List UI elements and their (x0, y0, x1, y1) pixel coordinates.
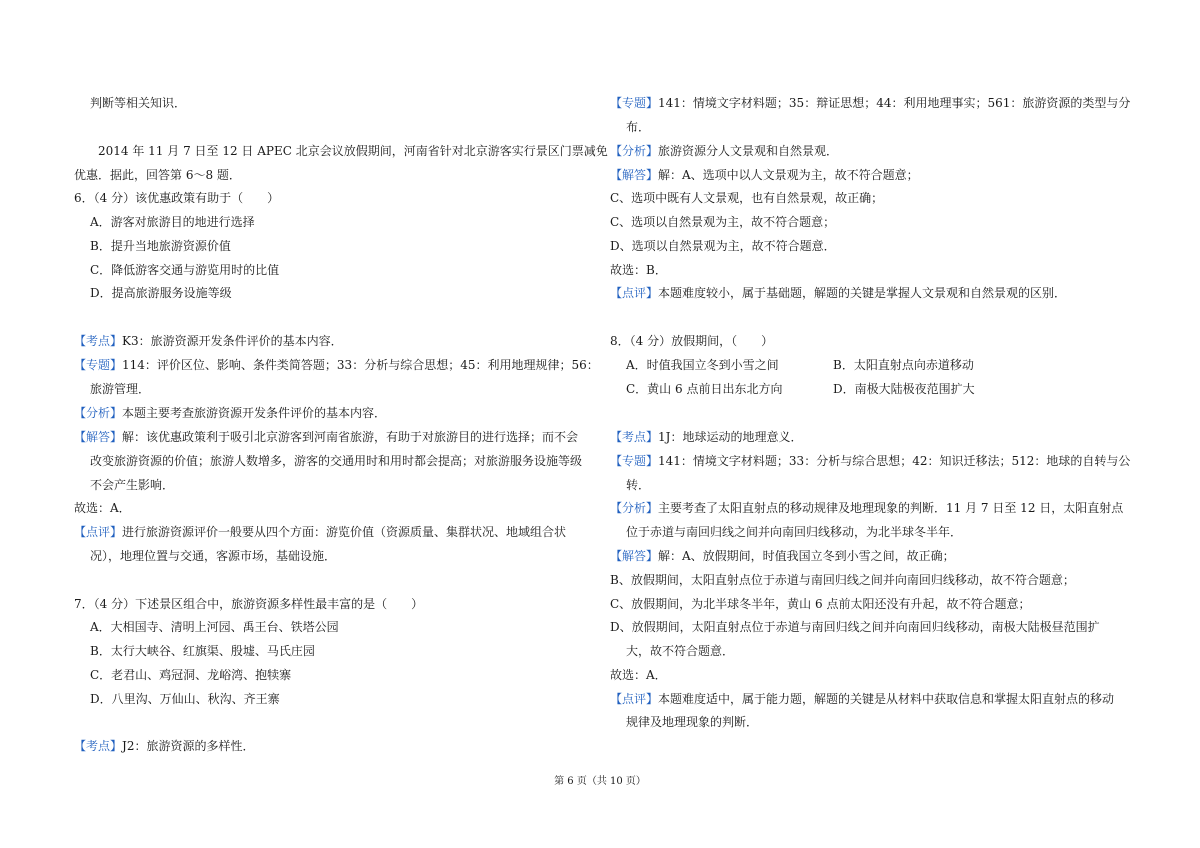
q6-dianping-cont: 况），地理位置与交通，客源市场，基础设施． (90, 549, 337, 563)
zhuanti-text: 114：评价区位、影响、条件类简答题；33：分析与综合思想；45：利用地理规律；56： (122, 358, 599, 372)
right-column (600, 0, 1200, 848)
q8-jieda-d: D、放假期间，太阳直射点位于赤道与南回归线之间并向南回归线移动，南极大陆极昼范围扩 (610, 620, 1100, 634)
q6-option-c: C．降低游客交通与游览用时的比值 (90, 263, 280, 277)
jieda-tag: 【解答】 (610, 549, 659, 563)
q8-option-d: D．南极大陆极夜范围扩大 (833, 382, 975, 396)
q8-option-b: B．太阳直射点向赤道移动 (833, 358, 974, 372)
fenxi-tag: 【分析】 (74, 406, 123, 420)
q8-zhuanti (610, 453, 1130, 469)
q8-jieda-b: B、放假期间，太阳直射点位于赤道与南回归线之间并向南回归线移动，故不符合题意； (610, 573, 1075, 587)
question-6-stem: 6．（4 分）该优惠政策有助于（ ） (74, 191, 280, 205)
q8-jieda (610, 548, 955, 564)
continuation-text: 判断等相关知识． (90, 96, 187, 110)
q6-fenxi (74, 405, 386, 421)
fenxi-tag: 【分析】 (610, 501, 659, 515)
fenxi-text: 主要考查了太阳直射点的移动规律及地理现象的判断．11 月 7 日至 12 日，太阳直射点 (658, 501, 1124, 515)
dianping-tag: 【点评】 (74, 525, 123, 539)
fenxi-text: 旅游资源分人文景观和自然景观． (658, 144, 839, 158)
q6-jieda-cont-2: 不会产生影响． (90, 478, 175, 492)
q7-option-d: D．八里沟、万仙山、秋沟、齐王寨 (90, 692, 280, 706)
dianping-text: 进行旅游资源评价一般要从四个方面：游览价值（资源质量、集群状况、地域组合状 (122, 525, 567, 539)
zhuanti-text: 141：情境文字材料题；33：分析与综合思想；42：知识迁移法；512：地球的自转与公 (658, 454, 1131, 468)
q6-zhuanti (74, 357, 599, 373)
q6-option-b: B．提升当地旅游资源价值 (90, 239, 231, 253)
q7-jieda-b: C、选项中既有人文景观，也有自然景观，故正确； (610, 191, 884, 205)
question-7-stem: 7．（4 分）下述景区组合中，旅游资源多样性最丰富的是（ ） (74, 597, 424, 611)
q6-zhuanti-cont: 旅游管理． (90, 382, 151, 396)
q6-kaodian (74, 333, 343, 349)
q7-jieda-c: C、选项以自然景观为主，故不符合题意； (610, 215, 836, 229)
jieda-text: 解：该优惠政策利于吸引北京游客到河南省旅游，有助于对旅游目的进行选择；而不会 (122, 430, 579, 444)
q8-fenxi-cont: 位于赤道与南回归线之间并向南回归线移动，为北半球冬半年． (626, 525, 963, 539)
q7-option-b: B．太行大峡谷、红旗渠、殷墟、马氏庄园 (90, 644, 315, 658)
dianping-text: 本题难度较小，属于基础题，解题的关键是掌握人文景观和自然景观的区别． (658, 286, 1067, 300)
q6-option-d: D．提高旅游服务设施等级 (90, 286, 232, 300)
q7-jieda (610, 167, 919, 183)
q6-answer: 故选：A． (74, 501, 131, 515)
q7-jieda-d: D、选项以自然景观为主，故不符合题意． (610, 239, 836, 253)
kaodian-tag: 【考点】 (74, 334, 123, 348)
fenxi-tag: 【分析】 (610, 144, 659, 158)
q7-dianping (610, 285, 1066, 301)
material-intro-cont: 优惠．据此，回答第 6～8 题． (74, 168, 241, 182)
kaodian-tag: 【考点】 (610, 430, 659, 444)
dianping-text: 本题难度适中，属于能力题，解题的关键是从材料中获取信息和掌握太阳直射点的移动 (658, 692, 1115, 706)
q8-option-c: C．黄山 6 点前日出东北方向 (626, 382, 783, 396)
q8-dianping (610, 691, 1114, 707)
q8-dianping-cont: 规律及地理现象的判断． (626, 715, 759, 729)
material-intro: 2014 年 11 月 7 日至 12 日 APEC 北京会议放假期间，河南省针对北京游客实行景区门票减免 (98, 144, 608, 158)
q8-jieda-c: C、放假期间，为北半球冬半年，黄山 6 点前太阳还没有升起，故不符合题意； (610, 597, 1031, 611)
q6-jieda-cont-1: 改变旅游资源的价值；旅游人数增多，游客的交通用时和用时都会提高；对旅游服务设施等级 (90, 454, 583, 468)
zhuanti-tag: 【专题】 (610, 454, 659, 468)
question-8-stem: 8．（4 分）放假期间，（ ） (610, 334, 774, 348)
q8-option-a: A．时值我国立冬到小雪之间 (626, 358, 779, 372)
dianping-tag: 【点评】 (610, 286, 659, 300)
q8-fenxi (610, 500, 1123, 516)
kaodian-text: J2：旅游资源的多样性． (122, 739, 255, 753)
jieda-text: 解：A、放假期间，时值我国立冬到小雪之间，故正确； (658, 549, 955, 563)
q7-option-a: A．大相国寺、清明上河园、禹王台、铁塔公园 (90, 620, 339, 634)
q8-answer: 故选：A． (610, 668, 667, 682)
q7-option-c: C．老君山、鸡冠洞、龙峪湾、抱犊寨 (90, 668, 292, 682)
fenxi-text: 本题主要考查旅游资源开发条件评价的基本内容． (122, 406, 387, 420)
q6-jieda (74, 429, 578, 445)
zhuanti-tag: 【专题】 (610, 96, 659, 110)
q7-answer: 故选：B． (610, 263, 667, 277)
kaodian-text: 1J：地球运动的地理意义． (658, 430, 803, 444)
q7-fenxi (610, 143, 838, 159)
jieda-tag: 【解答】 (610, 168, 659, 182)
q8-kaodian (610, 429, 802, 445)
zhuanti-tag: 【专题】 (74, 358, 123, 372)
q7-zhuanti-cont: 布． (626, 120, 651, 134)
page-footer: 第 6 页（共 10 页） (554, 776, 646, 787)
q7-zhuanti (610, 95, 1130, 111)
q8-zhuanti-cont: 转． (626, 478, 651, 492)
q8-jieda-d-cont: 大，故不符合题意． (626, 644, 735, 658)
q6-dianping (74, 524, 566, 540)
zhuanti-text: 141：情境文字材料题；35：辩证思想；44：利用地理事实；561：旅游资源的类型与分 (658, 96, 1131, 110)
kaodian-tag: 【考点】 (74, 739, 123, 753)
kaodian-text: K3：旅游资源开发条件评价的基本内容． (122, 334, 343, 348)
jieda-text: 解：A、选项中以人文景观为主，故不符合题意； (658, 168, 919, 182)
q6-option-a: A．游客对旅游目的地进行选择 (90, 215, 255, 229)
dianping-tag: 【点评】 (610, 692, 659, 706)
jieda-tag: 【解答】 (74, 430, 123, 444)
q7-kaodian (74, 738, 254, 754)
